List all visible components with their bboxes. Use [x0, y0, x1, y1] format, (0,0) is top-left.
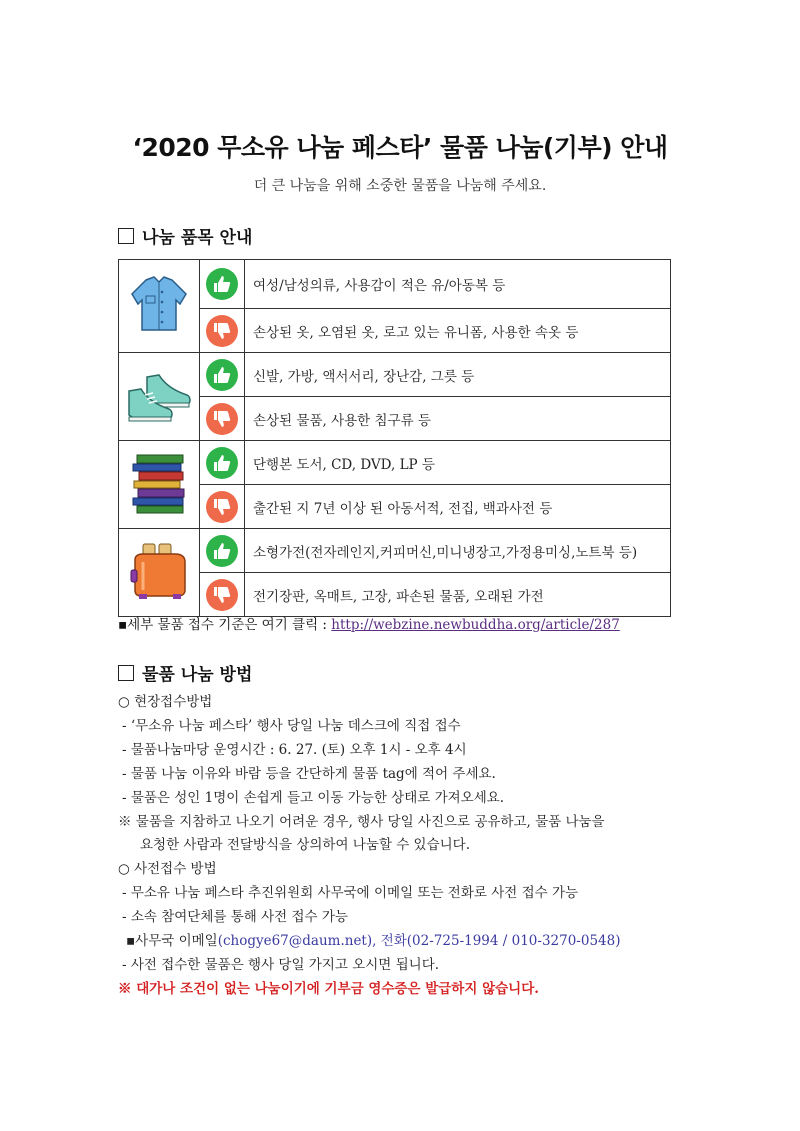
thumbs-up-cell — [200, 353, 245, 397]
table-row — [119, 573, 671, 617]
section-heading-method: 물품 나눔 방법 — [118, 660, 252, 685]
thumbs-down-cell — [200, 573, 245, 617]
thumbs-down-cell — [200, 397, 245, 441]
list-item: - 물품나눔마당 운영시간 : 6. 27. (토) 오후 1시 - 오후 4시 — [122, 742, 467, 758]
list-item: - 소속 참여단체를 통해 사전 접수 가능 — [122, 909, 348, 925]
table-row — [119, 309, 671, 353]
table-row — [119, 441, 671, 485]
thumbs-up-cell — [200, 260, 245, 309]
list-item: - 사전 접수한 물품은 행사 당일 가지고 오시면 됩니다. — [122, 957, 440, 973]
thumbs-down-icon — [206, 491, 238, 523]
remark-line: ※ 물품을 지참하고 나오기 어려운 경우, 행사 당일 사진으로 공유하고, 물품 나눔을 — [118, 814, 605, 830]
section-heading-items: 나눔 품목 안내 — [118, 223, 252, 248]
onsite-title: ○ 현장접수방법 — [118, 694, 213, 710]
list-item: - 물품은 성인 1명이 손쉽게 들고 이동 가능한 상태로 가져오세요. — [122, 790, 505, 806]
receipt-warning: ※ 대가나 조건이 없는 나눔이기에 기부금 영수증은 발급하지 않습니다. — [118, 981, 539, 997]
books-icon — [129, 451, 189, 515]
disallowed-items-text: 출간된 지 7년 이상 된 아동서적, 전집, 백과사전 등 — [245, 485, 671, 529]
pre-title: ○ 사전접수 방법 — [118, 861, 217, 877]
detail-note-prefix: ▪세부 물품 접수 기준은 여기 클릭 : — [118, 617, 332, 633]
thumbs-down-icon — [206, 315, 238, 347]
table-row — [119, 397, 671, 441]
thumbs-down-cell — [200, 309, 245, 353]
table-row — [119, 260, 671, 309]
thumbs-up-cell — [200, 441, 245, 485]
contact-line — [126, 929, 620, 949]
criteria-link[interactable]: http://webzine.newbuddha.org/article/287 — [331, 617, 620, 633]
allowed-items-text: 신발, 가방, 액서서리, 장난감, 그릇 등 — [245, 353, 671, 397]
shirt-icon — [126, 274, 192, 334]
list-item: - 무소유 나눔 페스타 추진위원회 사무국에 이메일 또는 전화로 사전 접수 가능 — [122, 885, 579, 901]
page-subtitle: 더 큰 나눔을 위해 소중한 물품을 나눔해 주세요. — [253, 178, 547, 194]
table-row — [119, 353, 671, 397]
thumbs-down-icon — [206, 403, 238, 435]
shoes-icon — [125, 365, 193, 425]
allowed-items-text: 소형가전(전자레인지,커피머신,미니냉장고,가정용미싱,노트북 등) — [245, 529, 671, 573]
checkbox-square-icon — [118, 228, 134, 244]
contact-prefix: ▪사무국 이메일 — [126, 933, 218, 949]
thumbs-up-icon — [206, 359, 238, 391]
table-row — [119, 485, 671, 529]
items-table — [118, 259, 671, 617]
category-image-cell — [119, 529, 200, 617]
allowed-items-text: 여성/남성의류, 사용감이 적은 유/아동복 등 — [245, 260, 671, 309]
detail-criteria-note — [118, 613, 620, 633]
contact-detail: (chogye67@daum.net), 전화(02-725-1994 / 010-3270-0548) — [217, 933, 621, 949]
list-item: - ‘무소유 나눔 페스타’ 행사 당일 나눔 데스크에 직접 접수 — [122, 718, 461, 734]
thumbs-up-icon — [206, 535, 238, 567]
remark-line: 요청한 사람과 전달방식을 상의하여 나눔할 수 있습니다. — [140, 837, 470, 853]
allowed-items-text: 단행본 도서, CD, DVD, LP 등 — [245, 441, 671, 485]
disallowed-items-text: 손상된 물품, 사용한 침구류 등 — [245, 397, 671, 441]
thumbs-up-icon — [206, 447, 238, 479]
thumbs-up-icon — [206, 268, 238, 300]
category-image-cell — [119, 260, 200, 353]
table-row — [119, 529, 671, 573]
thumbs-up-cell — [200, 529, 245, 573]
category-image-cell — [119, 441, 200, 529]
page-title: ‘2020 무소유 나눔 페스타’ 물품 나눔(기부) 안내 — [132, 133, 668, 162]
checkbox-square-icon — [118, 665, 134, 681]
thumbs-down-cell — [200, 485, 245, 529]
disallowed-items-text: 전기장판, 옥매트, 고장, 파손된 물품, 오래된 가전 — [245, 573, 671, 617]
category-image-cell — [119, 353, 200, 441]
list-item: - 물품 나눔 이유와 바람 등을 간단하게 물품 tag에 적어 주세요. — [122, 766, 496, 782]
disallowed-items-text: 손상된 옷, 오염된 옷, 로고 있는 유니폼, 사용한 속옷 등 — [245, 309, 671, 353]
toaster-icon — [127, 540, 191, 602]
thumbs-down-icon — [206, 579, 238, 611]
